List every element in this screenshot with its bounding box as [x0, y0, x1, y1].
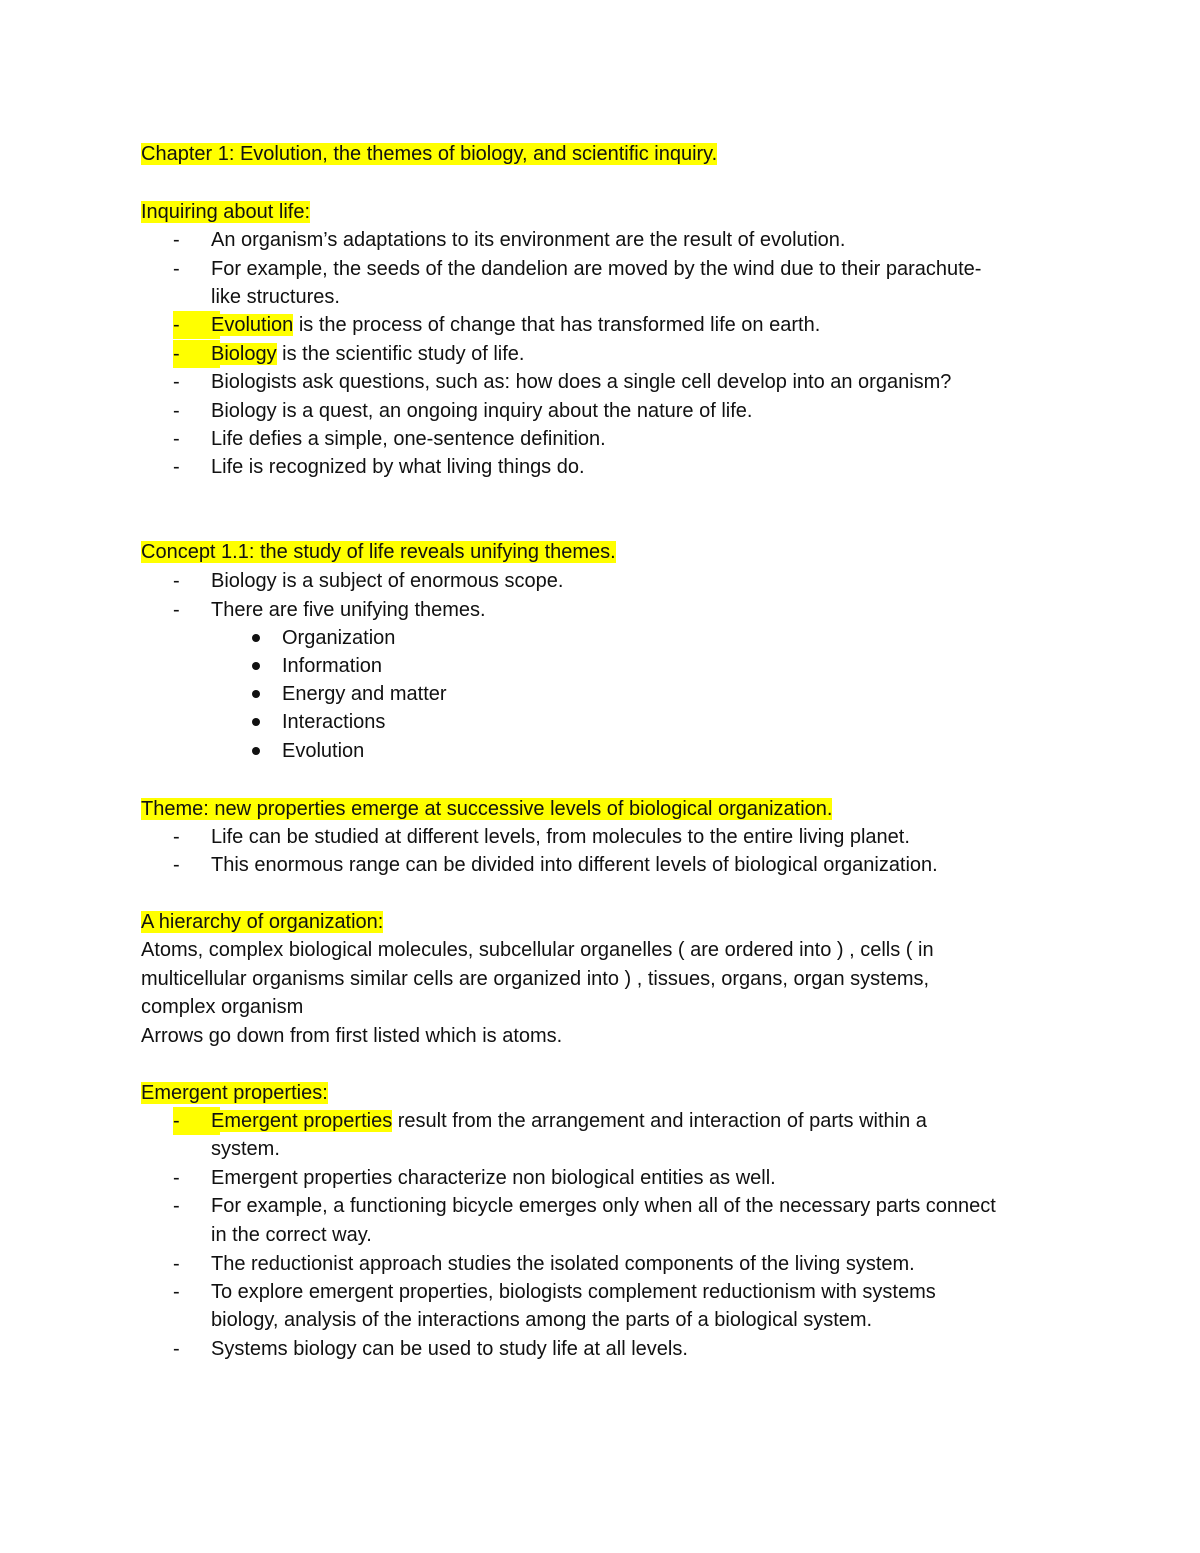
list-item-text: Life is recognized by what living things do.: [211, 456, 585, 478]
section-heading-hierarchy: [141, 908, 383, 936]
list-item-text: For example, the seeds of the dandelion are moved by the wind due to their parachute-: [211, 258, 982, 280]
paragraph-text: multicellular organisms similar cells are organized into ) , tissues, organs, organ systems,: [141, 968, 930, 990]
dash-marker: -: [173, 1253, 180, 1275]
dash-marker: -: [173, 1107, 220, 1135]
bullet-item-text: Information: [282, 655, 383, 677]
highlighted-term: Evolution: [211, 314, 294, 336]
dash-marker: -: [173, 1281, 180, 1303]
section-heading-text: A hierarchy of organization:: [141, 911, 384, 933]
section-heading-text: Theme: new properties emerge at successive levels of biological organization.: [141, 798, 833, 820]
section-heading-inquiring: [141, 198, 310, 226]
paragraph-text: Arrows go down from first listed which is atoms.: [141, 1025, 563, 1047]
section-heading-concept: [141, 538, 616, 566]
list-item-text: The reductionist approach studies the isolated components of the living system.: [211, 1253, 915, 1275]
list-item-text: [211, 1107, 927, 1135]
paragraph-text: Atoms, complex biological molecules, subcellular organelles ( are ordered into ) , cells ( in: [141, 939, 934, 961]
list-item-text: This enormous range can be divided into different levels of biological organization.: [211, 854, 938, 876]
list-item-text: An organism’s adaptations to its environment are the result of evolution.: [211, 229, 846, 251]
bullet-icon: [252, 747, 260, 755]
list-item-text: Systems biology can be used to study life at all levels.: [211, 1338, 688, 1360]
dash-marker: -: [173, 570, 180, 592]
list-item-text: in the correct way.: [211, 1224, 372, 1246]
dash-marker: -: [173, 229, 180, 251]
paragraph-line: [141, 1022, 562, 1050]
list-item-text: Life defies a simple, one-sentence definition.: [211, 428, 606, 450]
bullet-item-text: Evolution: [282, 740, 365, 762]
list-item-text: system.: [211, 1138, 280, 1160]
dash-marker: -: [173, 340, 220, 368]
definition-text: result from the arrangement and interaction of parts within a: [397, 1110, 927, 1132]
paragraph-line: [141, 936, 934, 964]
list-item-text: Biology is a quest, an ongoing inquiry about the nature of life.: [211, 400, 753, 422]
list-item-text: There are five unifying themes.: [211, 599, 486, 621]
bullet-item-text: Energy and matter: [282, 683, 447, 705]
dash-marker: -: [173, 371, 180, 393]
list-item-text: Emergent properties characterize non biological entities as well.: [211, 1167, 776, 1189]
section-heading-emergent: [141, 1079, 328, 1107]
section-heading-text: Inquiring about life:: [141, 201, 311, 223]
bullet-icon: [252, 662, 260, 670]
list-item-text: biology, analysis of the interactions among the parts of a biological system.: [211, 1309, 873, 1331]
definition-text: is the process of change that has transformed life on earth.: [293, 314, 821, 336]
chapter-title: [141, 140, 717, 168]
dash-marker: -: [173, 1167, 180, 1189]
list-item-text: like structures.: [211, 286, 340, 308]
dash-marker: -: [173, 1195, 180, 1217]
section-heading-text: Emergent properties:: [141, 1082, 328, 1104]
list-item-text: [211, 311, 820, 339]
dash-marker: -: [173, 826, 180, 848]
dash-marker: -: [173, 854, 180, 876]
dash-marker: -: [173, 311, 220, 339]
bullet-icon: [252, 634, 260, 642]
list-item-text: [211, 340, 525, 368]
highlighted-term: Emergent properties: [211, 1110, 393, 1132]
dash-marker: -: [173, 258, 180, 280]
dash-marker: -: [173, 428, 180, 450]
paragraph-line: [141, 993, 303, 1021]
bullet-icon: [252, 690, 260, 698]
bullet-item-text: Interactions: [282, 711, 386, 733]
list-item-text: Biologists ask questions, such as: how does a single cell develop into an organism?: [211, 371, 952, 393]
dash-marker: -: [173, 1338, 180, 1360]
highlighted-term: Biology: [211, 343, 277, 365]
list-item-text: For example, a functioning bicycle emerges only when all of the necessary parts connect: [211, 1195, 996, 1217]
dash-marker: -: [173, 599, 180, 621]
paragraph-text: complex organism: [141, 996, 304, 1018]
section-heading-theme: [141, 795, 832, 823]
list-item-text: To explore emergent properties, biologists complement reductionism with systems: [211, 1281, 936, 1303]
section-heading-text: Concept 1.1: the study of life reveals unifying themes.: [141, 541, 616, 563]
dash-marker: -: [173, 456, 180, 478]
bullet-icon: [252, 718, 260, 726]
list-item-text: Biology is a subject of enormous scope.: [211, 570, 564, 592]
bullet-item-text: Organization: [282, 627, 396, 649]
dash-marker: -: [173, 400, 180, 422]
chapter-title-text: Chapter 1: Evolution, the themes of biology, and scientific inquiry.: [141, 143, 718, 165]
definition-text: is the scientific study of life.: [276, 343, 525, 365]
paragraph-line: [141, 965, 929, 993]
list-item-text: Life can be studied at different levels, from molecules to the entire living planet.: [211, 826, 910, 848]
